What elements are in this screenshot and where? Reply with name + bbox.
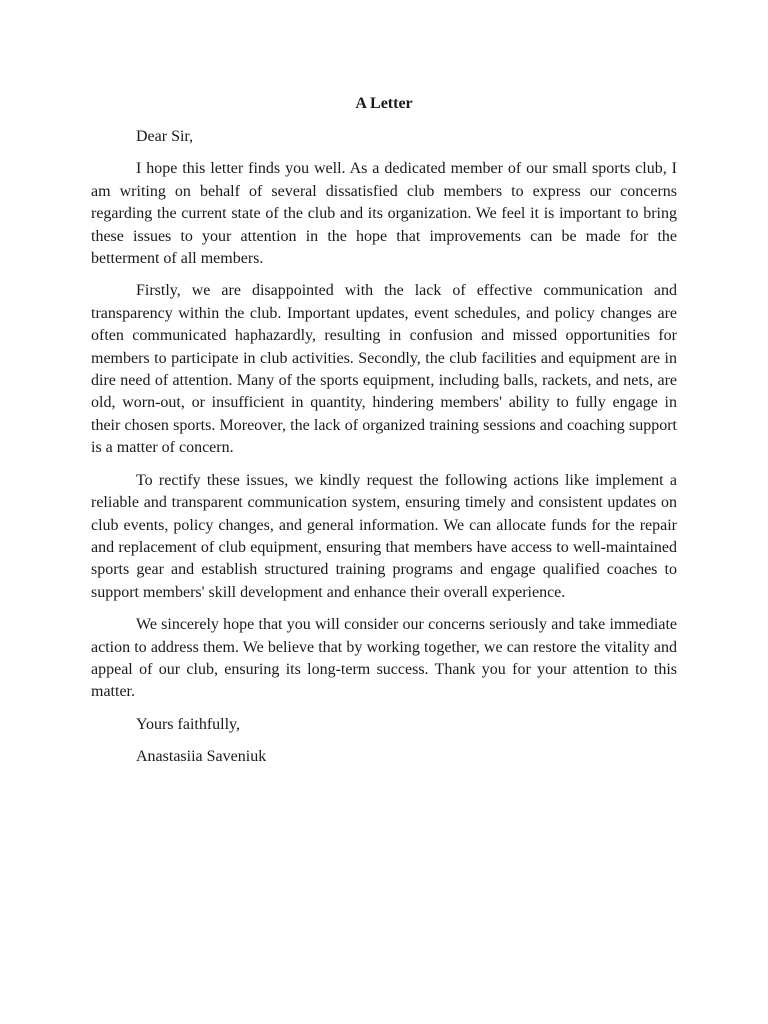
paragraph-conclusion: We sincerely hope that you will consider our concerns seriously and take immediate action to address them. We believe that by working together, we can restore the vitality and appeal of our club, ensuring its long-term success. Thank you for your attention to this matter.	[91, 616, 677, 701]
closing-line: Yours faithfully,	[136, 715, 241, 733]
letter-title: A Letter	[355, 95, 413, 112]
paragraph-intro: I hope this letter finds you well. As a dedicated member of our small sports club, I am writing on behalf of several dissatisfied club members to express our concerns regarding the current state of the club and its organization. We feel it is important to bring these issues to your attention in the hope that improvements can be made for the betterment of all members.	[91, 160, 677, 268]
letter-body	[91, 92, 677, 769]
paragraph-requests: To rectify these issues, we kindly request the following actions like implement a reliable and transparent communication system, ensuring timely and consistent updates on club events, policy changes, and general information. We can allocate funds for the repair and replacement of club equipment, ensuring that members have access to well-maintained sports gear and establish structured training programs and engage qualified coaches to support members' skill development and enhance their overall experience.	[91, 471, 677, 601]
signature-name: Anastasiia Saveniuk	[136, 748, 267, 766]
salutation: Dear Sir,	[136, 128, 194, 145]
paragraph-concerns: Firstly, we are disappointed with the lack of effective communication and transparency within the club. Important updates, event schedules, and policy changes are often communicated haphazardly, resulting in confusion and missed opportunities for members to participate in club activities. Secondly, the club facilities and equipment are in dire need of attention. Many of the sports equipment, including balls, rackets, and nets, are old, worn-out, or insufficient in quantity, hindering members' ability to fully engage in their chosen sports. Moreover, the lack of organized training sessions and coaching support is a matter of concern.	[91, 282, 677, 457]
